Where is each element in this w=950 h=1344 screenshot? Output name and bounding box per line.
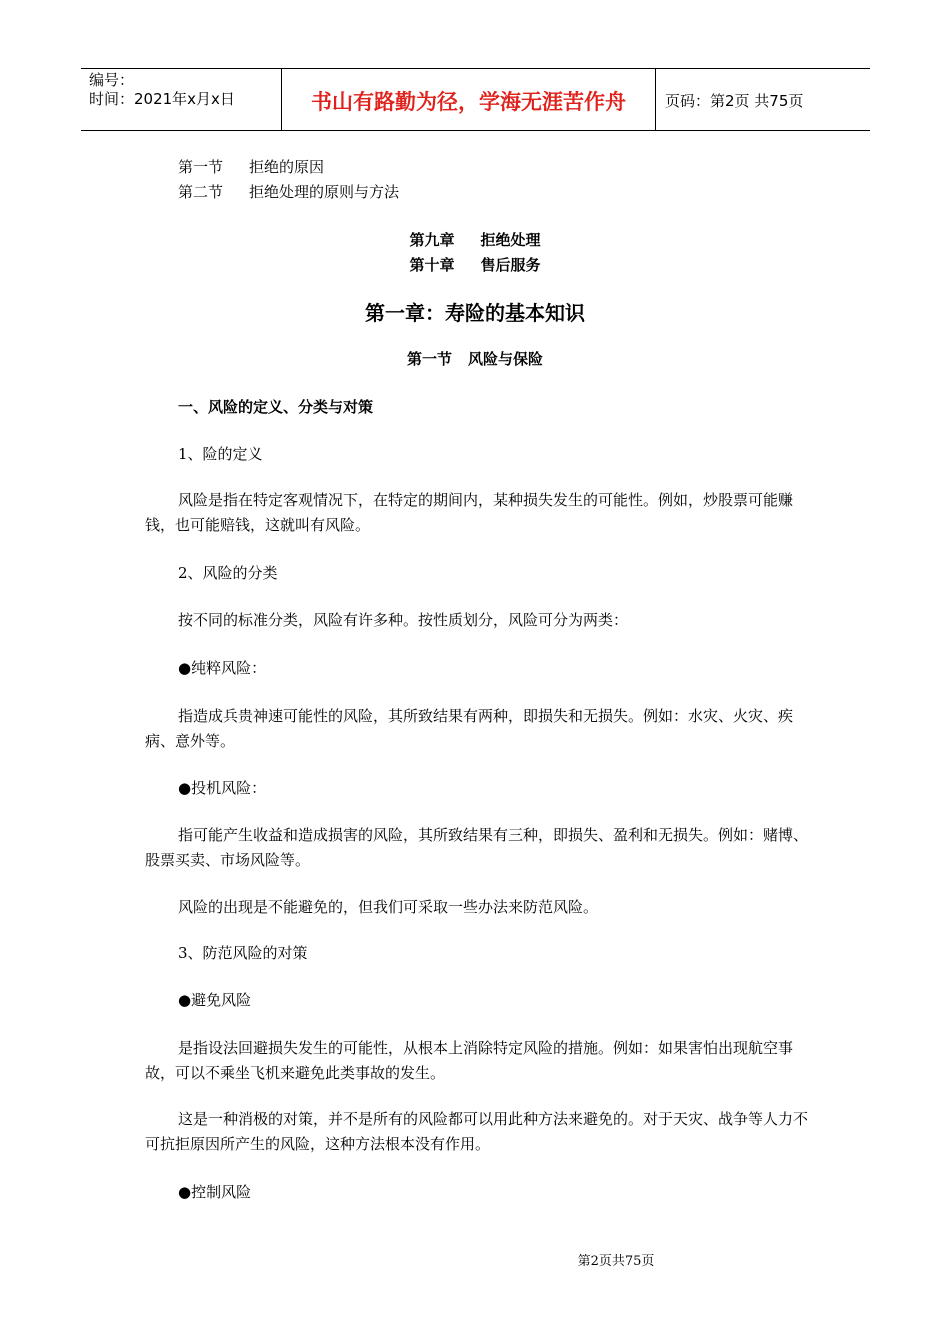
paragraph-5: 风险的出现是不能避免的，但我们可采取一些办法来防范风险。 bbox=[178, 898, 599, 916]
section-heading bbox=[0, 349, 950, 369]
toc-section-2-title: 拒绝处理的原则与方法 bbox=[249, 183, 400, 201]
bullet-3: ●避免风险 bbox=[178, 991, 252, 1009]
toc-chapter-9-title: 拒绝处理 bbox=[480, 231, 541, 249]
paragraph-1: 风险是指在特定客观情况下，在特定的期间内，某种损失发生的可能性。例如，炒股票可能赚钱，也可能赔钱，这就叫有风险。 bbox=[145, 491, 794, 534]
paragraph-2: 按不同的标准分类，风险有许多种。按性质划分，风险可分为两类： bbox=[178, 611, 629, 629]
toc-chapter-9-num: 第九章 bbox=[409, 231, 455, 249]
paragraph-4: 指可能产生收益和造成损害的风险，其所致结果有三种，即损失、盈利和无损失。例如：赌博、股票买卖、市场风险等。 bbox=[145, 826, 809, 869]
time-label: 时间：2021年x月x日 bbox=[89, 90, 235, 108]
header-page-info: 页码：第2页 共75页 bbox=[665, 92, 804, 110]
toc-section-1 bbox=[178, 157, 324, 177]
item-1: 1、险的定义 bbox=[178, 445, 263, 463]
toc-chapter-9 bbox=[0, 230, 950, 250]
page-header bbox=[81, 68, 870, 131]
bullet-1: ●纯粹风险： bbox=[178, 659, 267, 677]
toc-chapter-10-num: 第十章 bbox=[409, 256, 455, 274]
header-meta-cell bbox=[81, 69, 282, 130]
section-title: 风险与保险 bbox=[468, 350, 544, 368]
toc-chapter-10 bbox=[0, 255, 950, 275]
paragraph-3: 指造成兵贵神速可能性的风险，其所致结果有两种，即损失和无损失。例如：水灾、火灾、疾病、意外等。 bbox=[145, 707, 794, 750]
toc-section-1-title: 拒绝的原因 bbox=[249, 158, 325, 176]
chapter-title: 第一章：寿险的基本知识 bbox=[365, 301, 585, 325]
toc-section-2-num: 第二节 bbox=[178, 183, 224, 201]
item-3: 3、防范风险的对策 bbox=[178, 944, 308, 962]
toc-section-1-num: 第一节 bbox=[178, 158, 224, 176]
subheading: 一、风险的定义、分类与对策 bbox=[178, 398, 374, 416]
number-label: 编号： bbox=[89, 71, 135, 89]
toc-chapter-10-title: 售后服务 bbox=[480, 256, 541, 274]
toc-section-2 bbox=[178, 182, 399, 202]
bullet-4: ●控制风险 bbox=[178, 1183, 252, 1201]
paragraph-6: 是指设法回避损失发生的可能性，从根本上消除特定风险的措施。例如：如果害怕出现航空事故，可以不乘坐飞机来避免此类事故的发生。 bbox=[145, 1039, 794, 1082]
paragraph-7: 这是一种消极的对策，并不是所有的风险都可以用此种方法来避免的。对于天灾、战争等人力不可抗拒原因所产生的风险，这种方法根本没有作用。 bbox=[145, 1110, 809, 1153]
page-footer: 第2页共75页 bbox=[577, 1254, 655, 1269]
bullet-2: ●投机风险： bbox=[178, 779, 267, 797]
section-num: 第一节 bbox=[406, 350, 452, 368]
header-motto: 书山有路勤为径，学海无涯苦作舟 bbox=[282, 69, 656, 130]
item-2: 2、风险的分类 bbox=[178, 564, 278, 582]
